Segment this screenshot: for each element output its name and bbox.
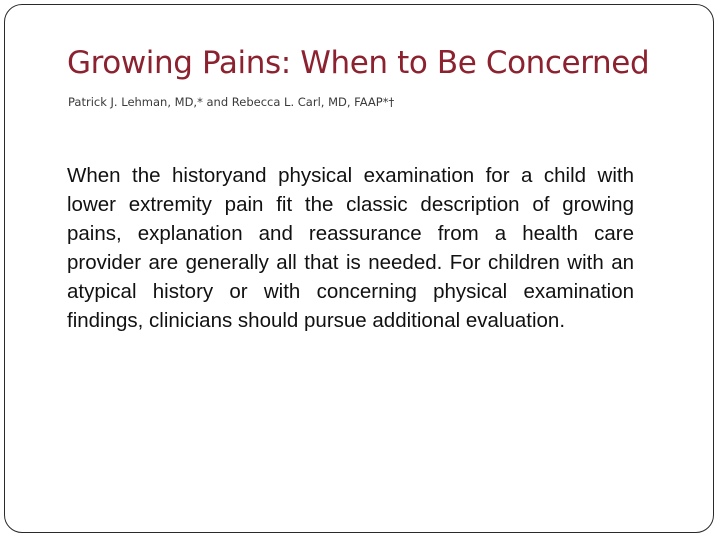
article-title: Growing Pains: When to Be Concerned	[67, 45, 650, 81]
article-authors: Patrick J. Lehman, MD,* and Rebecca L. Carl, MD, FAAP*†	[68, 95, 395, 109]
body-paragraph: When the historyand physical examination for a child with lower extremity pain fit the classic description of growing pains, explanation and reassurance from a health care provider are generally all that is needed. For children with an atypical history or with concerning physical examination findings, clinicians should pursue additional evaluation.	[67, 164, 634, 332]
